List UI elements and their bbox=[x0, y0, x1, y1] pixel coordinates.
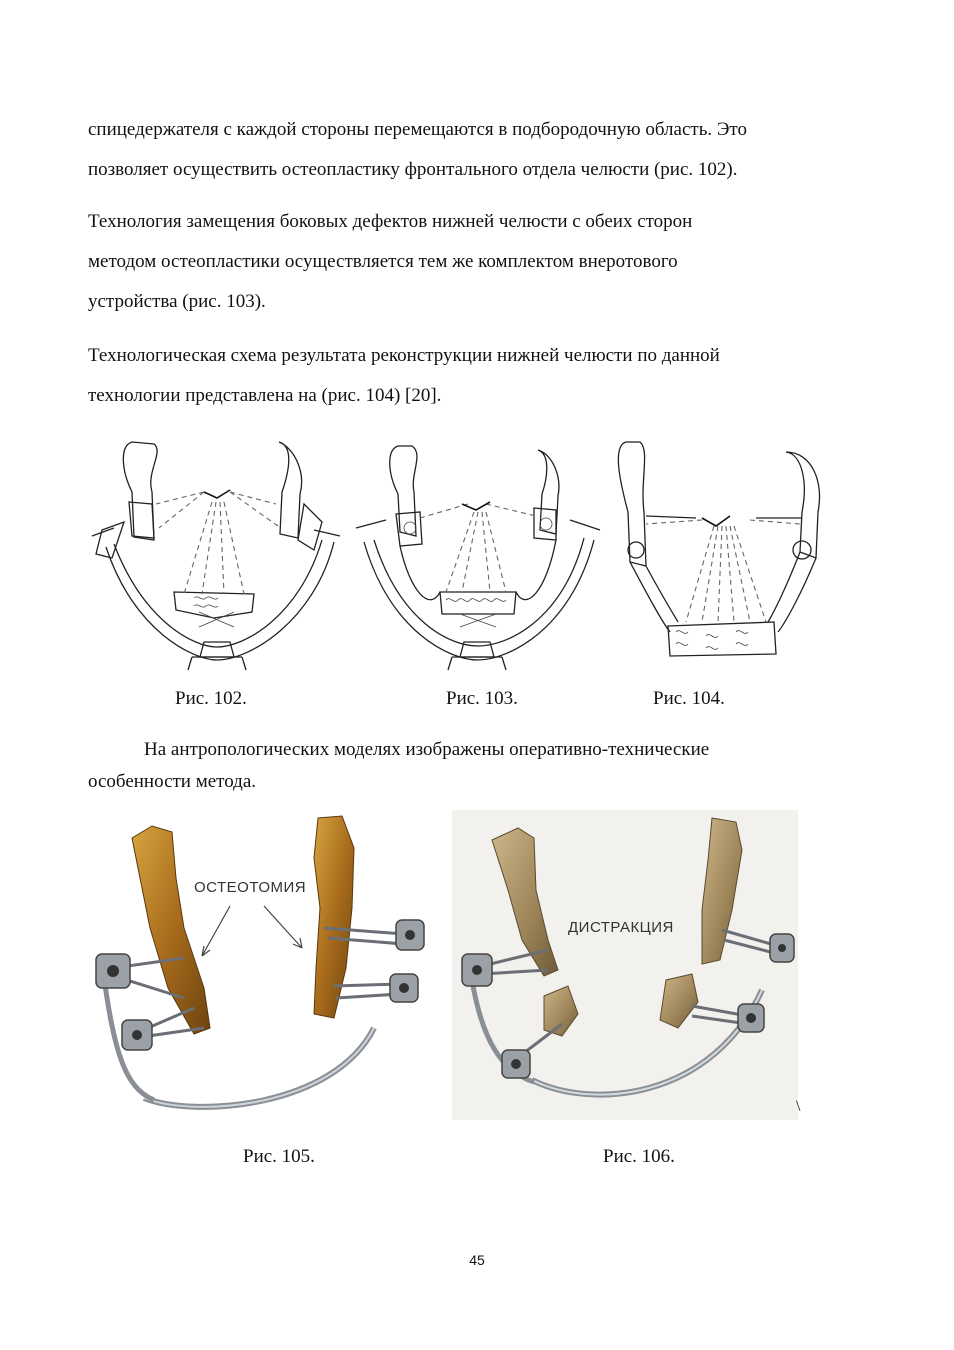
text-line: технологии представлена на (рис. 104) [20]. bbox=[88, 385, 442, 406]
figure-105-photo bbox=[84, 808, 430, 1120]
figure-102-diagram bbox=[84, 432, 350, 672]
figure-106-photo bbox=[452, 810, 801, 1120]
caption-fig-105: Рис. 105. bbox=[243, 1146, 315, 1167]
figure-103-diagram bbox=[350, 432, 606, 672]
photo-label-distraction: ДИСТРАКЦИЯ bbox=[568, 919, 674, 936]
text-line: Технологическая схема результата реконструкции нижней челюсти по данной bbox=[88, 345, 720, 366]
caption-fig-104: Рис. 104. bbox=[653, 688, 725, 709]
caption-fig-102: Рис. 102. bbox=[175, 688, 247, 709]
stray-mark: \ bbox=[796, 1098, 801, 1115]
paragraph-4 bbox=[88, 734, 878, 798]
caption-fig-103: Рис. 103. bbox=[446, 688, 518, 709]
text-line: особенности метода. bbox=[88, 771, 257, 792]
paragraph-3 bbox=[88, 336, 878, 416]
text-line: позволяет осуществить остеопластику фронтального отдела челюсти (рис. 102). bbox=[88, 159, 738, 180]
figure-104-diagram bbox=[606, 432, 846, 672]
paragraph-1 bbox=[88, 110, 878, 190]
text-line: устройства (рис. 103). bbox=[88, 291, 266, 312]
photo-label-osteotomy: ОСТЕОТОМИЯ bbox=[194, 879, 307, 896]
page-number: 45 bbox=[469, 1252, 485, 1268]
caption-fig-106: Рис. 106. bbox=[603, 1146, 675, 1167]
text-line: На антропологических моделях изображены оперативно-технические bbox=[144, 739, 710, 760]
text-line: методом остеопластики осуществляется тем же комплектом внеротового bbox=[88, 251, 678, 272]
text-line: Технология замещения боковых дефектов нижней челюсти с обеих сторон bbox=[88, 211, 693, 232]
paragraph-2 bbox=[88, 202, 878, 322]
text-line: спицедержателя с каждой стороны перемещаются в подбородочную область. Это bbox=[88, 119, 747, 140]
